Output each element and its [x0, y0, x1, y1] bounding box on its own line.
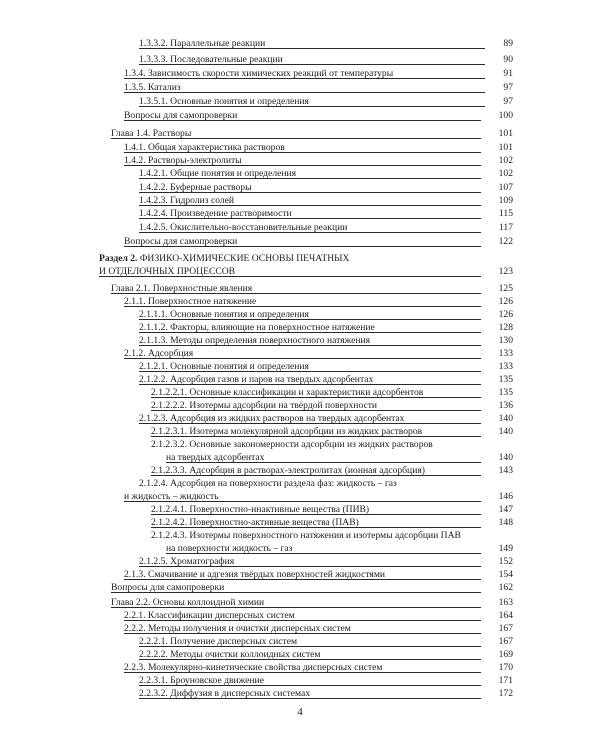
toc-entry [139, 335, 513, 346]
toc-entry-page: 154 [498, 569, 513, 580]
toc-entry-page: 91 [503, 68, 513, 79]
toc-entry-page: 128 [498, 322, 513, 333]
toc-entry-title: 2.2.2.1. Получение дисперсных систем [139, 636, 298, 647]
toc-entry [151, 387, 513, 398]
toc-entry-page: 148 [498, 517, 513, 528]
toc-entry [139, 322, 513, 333]
toc-entry-title: 2.2.2.2. Методы очистки коллоидных систем [139, 649, 321, 660]
toc-leader [139, 192, 481, 193]
toc-entry-page: 164 [498, 610, 513, 621]
toc-entry-page: 90 [503, 54, 513, 65]
toc-leader [139, 319, 481, 320]
toc-entry [139, 96, 513, 107]
toc-leader [139, 205, 481, 206]
toc-entry-page: 125 [498, 283, 513, 294]
toc-entry [166, 543, 513, 554]
toc-leader [139, 423, 481, 424]
section-heading [99, 253, 513, 264]
toc-entry-page: 126 [498, 309, 513, 320]
toc-entry [151, 400, 513, 411]
toc-entry [111, 283, 513, 294]
toc-entry-title: 2.1.1.1. Основные понятия и определения [139, 309, 309, 320]
toc-entry [111, 597, 513, 608]
toc-entry-page: 126 [498, 296, 513, 307]
toc-leader [124, 672, 481, 673]
toc-entry-page: 97 [503, 96, 513, 107]
toc-entry-title: 2.1.2.3.1. Изотерма молекулярной адсорбции из жидких растворов [151, 426, 423, 437]
toc-entry [151, 439, 513, 450]
toc-leader [111, 607, 481, 608]
section-label: Раздел 2. [99, 253, 138, 264]
toc-entry-title: 2.1.2.1. Основные понятия и определения [139, 361, 309, 372]
toc-entry [124, 623, 513, 634]
toc-entry-page: 130 [498, 335, 513, 346]
toc-leader [166, 553, 481, 554]
toc-leader [124, 152, 481, 153]
toc-leader [139, 178, 481, 179]
toc-entry-title: 1.4.2.4. Произведение растворимости [139, 208, 292, 219]
toc-entry-title: 1.3.5.1. Основные понятия и определения [139, 96, 309, 107]
toc-entry [124, 236, 513, 247]
toc-leader [151, 527, 481, 528]
toc-leader [166, 462, 481, 463]
toc-entry [139, 182, 513, 193]
toc-entry [139, 222, 513, 233]
toc-leader [139, 371, 481, 372]
toc-entry [139, 636, 513, 647]
toc-entry-title: 1.3.4. Зависимость скорости химических реакций от температуры [124, 68, 394, 79]
toc-leader [124, 358, 481, 359]
toc-leader [139, 384, 481, 385]
toc-entry-page: 147 [498, 504, 513, 515]
toc-entry-title: И ОТДЕЛОЧНЫХ ПРОЦЕССОВ [99, 266, 236, 277]
toc-entry-title: 2.1.2.4.2. Поверхностно-активные вещества (ПАВ) [151, 517, 359, 528]
toc-leader [139, 332, 481, 333]
toc-entry-page: 167 [498, 623, 513, 634]
toc-entry-page: 135 [498, 374, 513, 385]
toc-entry-title: 2.1.2.4.1. Поверхностно-инактивные вещества (ПИВ) [151, 504, 370, 515]
toc-leader [151, 410, 481, 411]
toc-leader [139, 659, 481, 660]
toc-entry-title: Глава 2.2. Основы коллоидной химии [111, 597, 265, 608]
toc-entry-title: 2.1.2.4.3. Изотермы поверхностного натяжения и изотермы адсорбции ПАВ [151, 530, 461, 541]
toc-leader [124, 501, 481, 502]
toc-leader [139, 345, 481, 346]
toc-entry-page: 122 [498, 236, 513, 247]
toc-leader [151, 514, 481, 515]
toc-leader [124, 78, 485, 79]
toc-entry-title: 2.1.2.3.2. Основные закономерности адсорбции из жидких растворов [151, 439, 433, 450]
toc-entry [139, 195, 513, 206]
toc-entry [124, 569, 513, 580]
toc-entry [151, 530, 513, 541]
toc-leader [124, 579, 481, 580]
toc-entry-title: 2.1.2. Адсорбция [124, 348, 194, 359]
toc-entry-title: 1.3.5. Катализ [124, 82, 181, 93]
toc-leader [139, 232, 481, 233]
toc-entry [151, 465, 513, 476]
toc-entry-page: 172 [498, 688, 513, 699]
toc-entry [139, 675, 513, 686]
toc-entry [111, 582, 513, 593]
toc-entry-title: 1.3.3.2. Параллельные реакции [139, 38, 266, 49]
toc-entry-title: 2.2.3. Молекулярно-кинетические свойства дисперсных систем [124, 662, 383, 673]
toc-entry-page: 169 [498, 649, 513, 660]
toc-entry-title: 2.1.1.2. Факторы, влияющие на поверхностное натяжение [139, 322, 375, 333]
toc-entry [139, 38, 513, 49]
toc-entry-title: 2.1.2.2.1. Основные классификации и характеристики адсорбентов [151, 387, 424, 398]
toc-entry [139, 54, 513, 65]
toc-entry [139, 556, 513, 567]
toc-entry [166, 452, 513, 463]
toc-leader [124, 92, 485, 93]
toc-entry-page: 109 [498, 195, 513, 206]
toc-entry-page: 163 [498, 597, 513, 608]
toc-entry-page: 140 [498, 452, 513, 463]
toc-leader [124, 620, 481, 621]
toc-entry-title: 2.2.3.2. Диффузия в дисперсных системах [139, 688, 311, 699]
toc-entry [139, 361, 513, 372]
toc-entry [139, 208, 513, 219]
toc-entry-title: Глава 1.4. Растворы [111, 128, 192, 139]
toc-entry [139, 309, 513, 320]
toc-entry-title: 1.4.2.3. Гидролиз солей [139, 195, 235, 206]
toc-leader [139, 685, 481, 686]
toc-entry-title: 2.2.3.1. Броуновское движение [139, 675, 264, 686]
toc-leader [151, 436, 481, 437]
toc-leader [124, 120, 481, 121]
toc-entry-page: 101 [498, 142, 513, 153]
toc-entry-title: 2.1.1. Поверхностное натяжение [124, 296, 257, 307]
toc-entry-title: 1.4.2.2. Буферные растворы [139, 182, 252, 193]
toc-entry-page: 170 [498, 662, 513, 673]
toc-entry-page: 123 [498, 266, 513, 277]
toc-entry-title: 2.1.2.2.2. Изотермы адсорбции на твёрдой поверхности [151, 400, 378, 411]
toc-entry [139, 649, 513, 660]
toc-entry-title: Вопросы для самопроверки [124, 236, 238, 247]
toc-entry-page: 162 [498, 582, 513, 593]
toc-entry-page: 133 [498, 361, 513, 372]
toc-entry [139, 478, 513, 489]
toc-entry-title: 2.1.3. Смачивание и адгезия твёрдых поверхностей жидкостями [124, 569, 386, 580]
toc-entry-page: 152 [498, 556, 513, 567]
toc-entry-page: 136 [498, 400, 513, 411]
toc-leader [139, 646, 481, 647]
toc-entry-page: 133 [498, 348, 513, 359]
toc-entry-page: 115 [498, 208, 513, 219]
toc-entry-page: 143 [498, 465, 513, 476]
toc-entry-page: 167 [498, 636, 513, 647]
toc-entry [139, 168, 513, 179]
toc-entry [111, 128, 513, 139]
toc-entry [151, 517, 513, 528]
toc-entry-title: 2.1.2.3. Адсорбция из жидких растворов на твердых адсорбентах [139, 413, 405, 424]
toc-entry-title: Глава 2.1. Поверхностные явления [111, 283, 253, 294]
toc-entry [124, 348, 513, 359]
toc-leader [111, 293, 481, 294]
toc-entry-title: 2.1.1.3. Методы определения поверхностного натяжения [139, 335, 371, 346]
toc-entry-title: 1.4.2.1. Общие понятия и определения [139, 168, 297, 179]
toc-leader [139, 48, 485, 49]
toc-entry-title: 2.1.2.2. Адсорбция газов и паров на твердых адсорбентах [139, 374, 374, 385]
toc-entry-title: на поверхности жидкость – газ [166, 543, 293, 554]
toc-entry-title: ФИЗИКО-ХИМИЧЕСКИЕ ОСНОВЫ ПЕЧАТНЫХ [137, 253, 350, 264]
toc-leader [124, 306, 481, 307]
toc-entry [124, 68, 513, 79]
toc-leader [139, 64, 485, 65]
toc-entry-title: 2.2.2. Методы получения и очистки дисперсных систем [124, 623, 351, 634]
page-number: 4 [297, 706, 303, 718]
toc-entry-page: 101 [498, 128, 513, 139]
toc-entry [139, 374, 513, 385]
toc-leader [124, 165, 481, 166]
toc-leader [111, 592, 481, 593]
toc-entry-page: 117 [498, 222, 513, 233]
toc-entry-page: 102 [498, 168, 513, 179]
toc-entry-title: 2.2.1. Классификации дисперсных систем [124, 610, 295, 621]
toc-entry-title: 2.1.2.3.3. Адсорбция в растворах-электролитах (ионная адсорбция) [151, 465, 425, 476]
toc-entry-title: и жидкость – жидкость [124, 491, 219, 502]
toc-leader [151, 397, 481, 398]
toc-entry-title: 1.4.2.5. Окислительно-восстановительные реакции [139, 222, 348, 233]
toc-entry [151, 504, 513, 515]
toc-entry-page: 107 [498, 182, 513, 193]
toc-entry-page: 102 [498, 155, 513, 166]
toc-leader [151, 475, 481, 476]
toc-leader [99, 276, 481, 277]
toc-leader [139, 566, 481, 567]
toc-entry-page: 171 [498, 675, 513, 686]
toc-entry [124, 142, 513, 153]
toc-entry-title: 1.4.1. Общая характеристика растворов [124, 142, 285, 153]
toc-entry-title: Вопросы для самопроверки [111, 582, 225, 593]
toc-entry-title: 2.1.2.4. Адсорбция на поверхности раздела фаз: жидкость – газ [139, 478, 397, 489]
toc-entry-page: 135 [498, 387, 513, 398]
toc-entry-title: 2.1.2.5. Хроматография [139, 556, 235, 567]
toc-entry-title: на твердых адсорбентах [166, 452, 265, 463]
toc-entry-page: 140 [498, 413, 513, 424]
toc-leader [139, 106, 485, 107]
toc-entry [124, 110, 513, 121]
toc-entry-page: 89 [503, 38, 513, 49]
toc-entry [151, 426, 513, 437]
toc-entry [124, 662, 513, 673]
toc-entry [124, 610, 513, 621]
toc-entry [124, 491, 513, 502]
toc-entry-page: 149 [498, 543, 513, 554]
toc-entry-page: 97 [503, 82, 513, 93]
toc-leader [124, 246, 481, 247]
toc-entry [99, 266, 513, 277]
toc-leader [139, 698, 481, 699]
toc-entry [124, 155, 513, 166]
toc-entry-page: 146 [498, 491, 513, 502]
toc-entry [139, 688, 513, 699]
toc-leader [124, 633, 481, 634]
toc-entry-title: Вопросы для самопроверки [124, 110, 238, 121]
toc-entry-page: 100 [498, 110, 513, 121]
toc-leader [111, 138, 481, 139]
toc-entry [124, 82, 513, 93]
toc-entry-title: 1.4.2. Растворы-электролиты [124, 155, 242, 166]
toc-leader [139, 218, 481, 219]
toc-entry-page: 140 [498, 426, 513, 437]
toc-entry [139, 413, 513, 424]
toc-entry-title: 1.3.3.3. Последовательные реакции [139, 54, 283, 65]
toc-entry [124, 296, 513, 307]
